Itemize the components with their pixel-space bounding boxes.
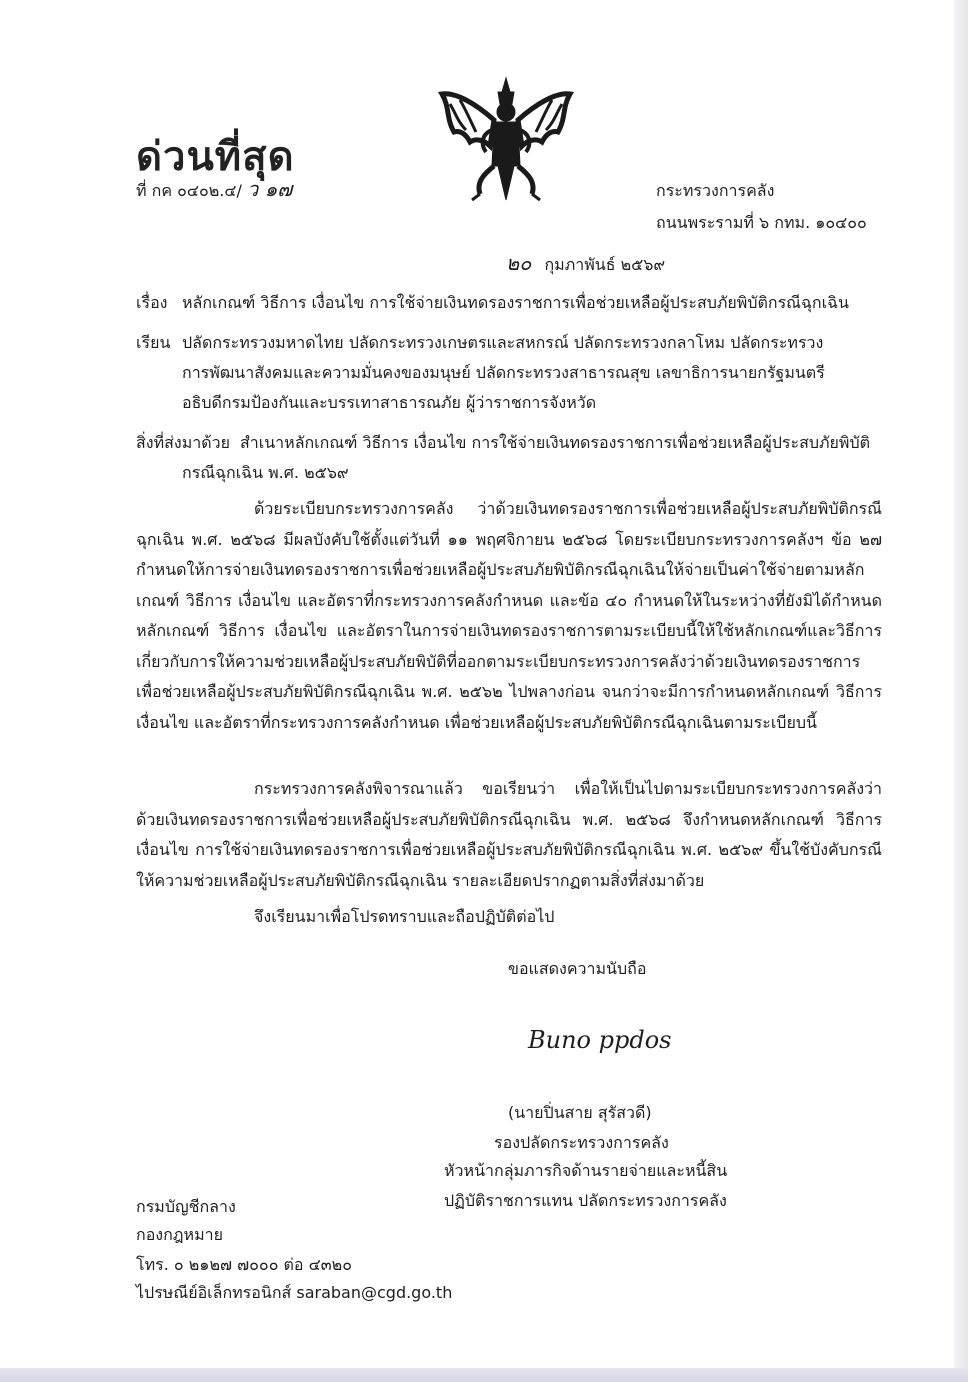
recipient-line-2: การพัฒนาสังคมและความมั่นคงของมนุษย์ ปลัดกระทรวงสาธารณสุข เลขาธิการนายกรัฐมนตรี <box>182 363 825 382</box>
page-bottom-shadow <box>0 1368 968 1382</box>
document-number <box>136 178 292 202</box>
footer-phone: โทร. ๐ ๒๑๒๗ ๗๐๐๐ ต่อ ๔๓๒๐ <box>136 1255 352 1274</box>
page-edge-shadow <box>954 0 968 1382</box>
signatory-name: (นายปิ่นสาย สุรัสวดี) <box>508 1103 652 1122</box>
ministry-address: ถนนพระรามที่ ๖ กทม. ๑๐๔๐๐ <box>656 213 867 232</box>
footer-division: กองกฎหมาย <box>136 1225 223 1244</box>
recipient-label: เรียน <box>136 333 171 352</box>
footer-department: กรมบัญชีกลาง <box>136 1197 236 1216</box>
subject-text: หลักเกณฑ์ วิธีการ เงื่อนไข การใช้จ่ายเงินทดรองราชการเพื่อช่วยเหลือผู้ประสบภัยพิบัติกรณีฉุกเฉิน <box>182 293 849 312</box>
urgency-label: ด่วนที่สุด <box>136 134 295 180</box>
enclosure-label: สิ่งที่ส่งมาด้วย <box>136 433 230 452</box>
garuda-emblem-icon <box>436 74 576 204</box>
date-day: ๒๐ <box>506 251 532 275</box>
closing-sentence: จึงเรียนมาเพื่อโปรดทราบและถือปฏิบัติต่อไป <box>254 907 555 926</box>
signatory-position-3: ปฏิบัติราชการแทน ปลัดกระทรวงการคลัง <box>444 1191 727 1210</box>
ministry-name: กระทรวงการคลัง <box>656 181 775 200</box>
enclosure-line-2: กรณีฉุกเฉิน พ.ศ. ๒๕๖๙ <box>182 463 349 482</box>
letter-date <box>506 252 665 276</box>
recipient-line-3: อธิบดีกรมป้องกันและบรรเทาสาธารณภัย ผู้ว่าราชการจังหวัด <box>182 393 597 412</box>
signatory-position-2: หัวหน้ากลุ่มภารกิจด้านรายจ่ายและหนี้สิน <box>444 1161 728 1180</box>
subject-label: เรื่อง <box>136 293 168 312</box>
date-month-year: กุมภาพันธ์ ๒๕๖๙ <box>544 255 666 274</box>
signature-scribble: Buno ppdos <box>528 1026 672 1054</box>
document-number-handwritten: ว ๑๗ <box>246 177 293 201</box>
recipient-line-1: ปลัดกระทรวงมหาดไทย ปลัดกระทรวงเกษตรและสหกรณ์ ปลัดกระทรวงกลาโหม ปลัดกระทรวง <box>182 333 824 352</box>
regards: ขอแสดงความนับถือ <box>508 959 647 978</box>
body-paragraph-1: ด้วยระเบียบกระทรวงการคลัง ว่าด้วยเงินทดรองราชการเพื่อช่วยเหลือผู้ประสบภัยพิบัติกรณีฉุกเฉิน พ.ศ. ๒๕๖๘ มีผลบังคับใช้ตั้งแต่วันที่ ๑๑ พฤศจิกายน ๒๕๖๘ โดยระเบียบกระทรวงการคลังฯ ข้อ ๒๗ กำหนดให้การจ่ายเงินทดรองราชการเพื่อช่วยเหลือผู้ประสบภัยพิบัติกรณีฉุกเฉินให้จ่ายเป็นค่าใช้จ่ายตามหลักเกณฑ์ วิธีการ เงื่อนไข และอัตราที่กระทรวงการคลังกำหนด และข้อ ๔๐ กำหนดให้ในระหว่างที่ยังมิได้กำหนดหลักเกณฑ์ วิธีการ เงื่อนไข และอัตราในการจ่ายเงินทดรองราชการตามระเบียบนี้ให้ใช้หลักเกณฑ์และวิธีการเกี่ยวกับการให้ความช่วยเหลือผู้ประสบภัยพิบัติที่ออกตามระเบียบกระทรวงการคลังว่าด้วยเงินทดรองราชการเพื่อช่วยเหลือผู้ประสบภัยพิบัติกรณีฉุกเฉิน พ.ศ. ๒๕๖๒ ไปพลางก่อน จนกว่าจะมีการกำหนดหลักเกณฑ์ วิธีการ เงื่อนไข และอัตราที่กระทรวงการคลังกำหนด เพื่อช่วยเหลือผู้ประสบภัยพิบัติกรณีฉุกเฉินตามระเบียบนี้ <box>136 499 882 732</box>
signatory-position-1: รองปลัดกระทรวงการคลัง <box>494 1133 669 1152</box>
document-number-prefix: ที่ กค ๐๔๐๒.๔/ <box>136 181 242 200</box>
body-paragraph-2: กระทรวงการคลังพิจารณาแล้ว ขอเรียนว่า เพื่อให้เป็นไปตามระเบียบกระทรวงการคลังว่าด้วยเงินทดรองราชการเพื่อช่วยเหลือผู้ประสบภัยพิบัติกรณีฉุกเฉิน พ.ศ. ๒๕๖๘ จึงกำหนดหลักเกณฑ์ วิธีการเงื่อนไข การใช้จ่ายเงินทดรองราชการเพื่อช่วยเหลือผู้ประสบภัยพิบัติกรณีฉุกเฉิน พ.ศ. ๒๕๖๙ ขึ้นใช้บังคับกรณีให้ความช่วยเหลือผู้ประสบภัยพิบัติกรณีฉุกเฉิน รายละเอียดปรากฏตามสิ่งที่ส่งมาด้วย <box>136 779 882 890</box>
enclosure-line-1: สำเนาหลักเกณฑ์ วิธีการ เงื่อนไข การใช้จ่ายเงินทดรองราชการเพื่อช่วยเหลือผู้ประสบภัยพิบัติ <box>240 433 871 452</box>
footer-email: ไปรษณีย์อิเล็กทรอนิกส์ saraban@cgd.go.th <box>136 1283 453 1302</box>
